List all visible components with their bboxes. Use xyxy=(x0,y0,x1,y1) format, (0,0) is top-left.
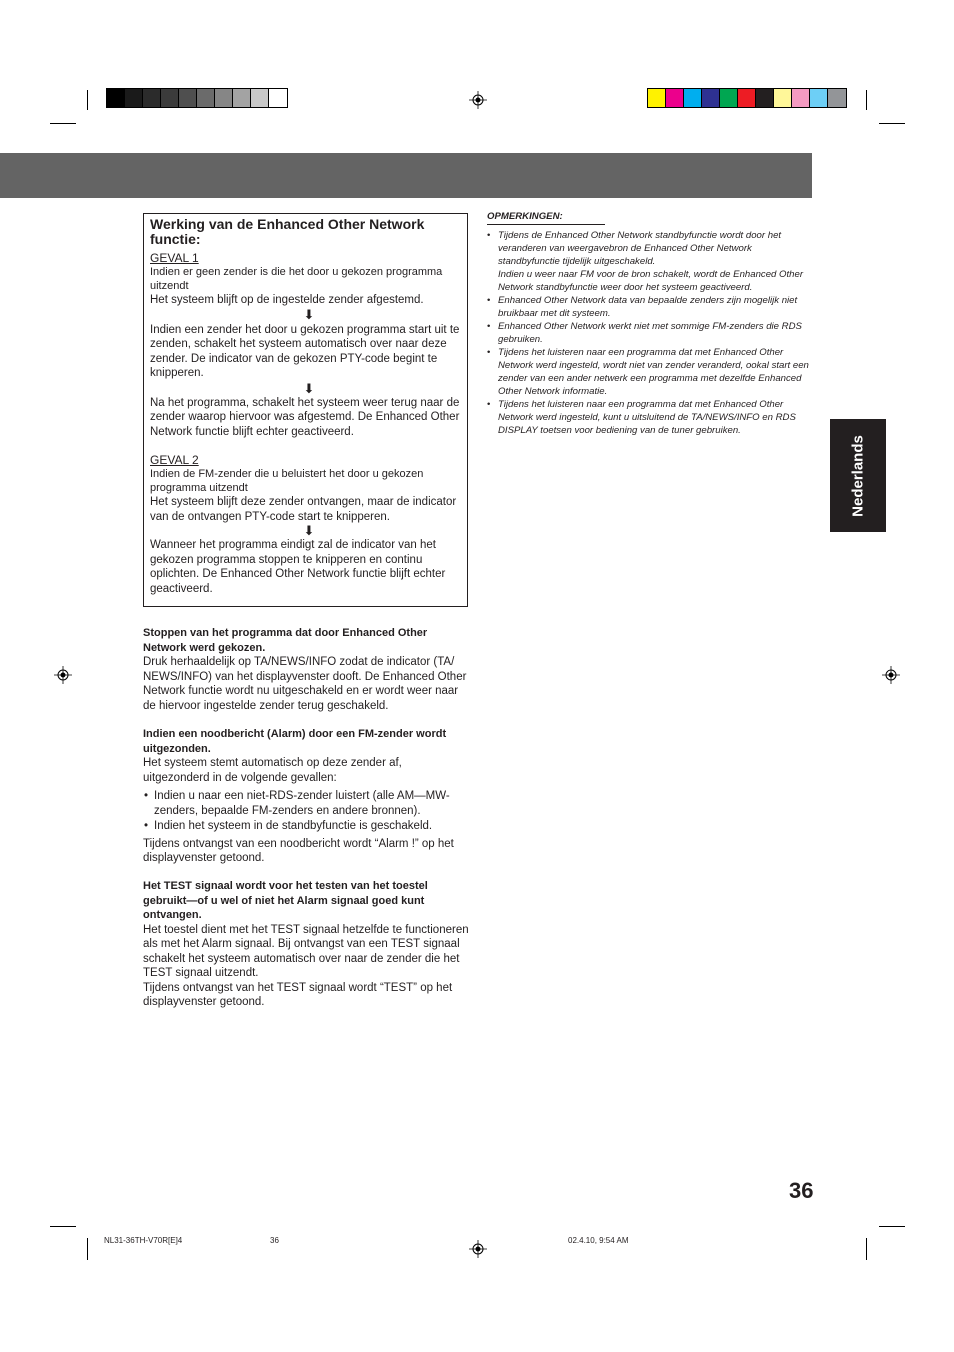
crop-mark xyxy=(50,123,76,124)
crop-mark xyxy=(879,123,905,124)
down-arrow-icon: ⬇ xyxy=(303,380,315,396)
color-swatch xyxy=(107,89,125,107)
color-swatch xyxy=(179,89,197,107)
color-swatch xyxy=(684,89,702,107)
crop-mark xyxy=(87,90,88,110)
eon-function-box xyxy=(143,213,468,607)
color-swatch xyxy=(792,89,810,107)
test-body: Tijdens ontvangst van het TEST signaal wordt “TEST” op het displayvenster getoond. xyxy=(143,981,453,1008)
case-1-step: Na het programma, schakelt het systeem weer terug naar de zender waarop hiervoor was afgestemd. De Enhanced Other Network functie blijft echter geactiveerd. xyxy=(150,396,460,438)
crop-mark xyxy=(879,1226,905,1227)
color-swatch xyxy=(720,89,738,107)
footer-page: 36 xyxy=(270,1236,279,1245)
color-swatch xyxy=(702,89,720,107)
case-1-step: Het systeem blijft op de ingestelde zender afgestemd. xyxy=(150,294,424,306)
color-swatch xyxy=(251,89,269,107)
color-swatch xyxy=(269,89,287,107)
footer-filename: NL31-36TH-V70R[E]4 xyxy=(104,1236,183,1245)
notes-section xyxy=(487,210,813,437)
alarm-heading: Indien een noodbericht (Alarm) door een FM-zender wordt uitgezonden. xyxy=(143,728,447,755)
color-swatch xyxy=(828,89,846,107)
note-text: Tijdens de Enhanced Other Network standbyfunctie wordt door het veranderen van weergavebron de Enhanced Other Network standbyfunctie tijdelijk uitgeschakeld. xyxy=(498,230,782,267)
color-swatch xyxy=(756,89,774,107)
alarm-section xyxy=(143,727,469,866)
page-number: 36 xyxy=(789,1178,814,1203)
color-swatch xyxy=(810,89,828,107)
test-heading: Het TEST signaal wordt voor het testen van het toestel gebruikt—of u wel of niet het Alarm signaal goed kunt ontvangen. xyxy=(143,880,428,921)
color-calibration-bar xyxy=(647,88,847,108)
note-item: • Tijdens het luisteren naar een programma dat met Enhanced Other Network werd ingesteld, wordt niet van zender veranderd, ookal start een zender van een ander netwerk een programma met dezelfde Enhanced Other Network informatie. xyxy=(487,346,813,398)
case-1-step: Indien een zender het door u gekozen programma start uit te zenden, schakelt het systeem automatisch over naar deze zender. De indicator van de gekozen PTY-code begint te knipperen. xyxy=(150,323,460,379)
section-header-bar xyxy=(0,153,812,198)
color-swatch xyxy=(161,89,179,107)
alarm-bullet: • Indien u naar een niet-RDS-zender luistert (alle AM—MW-zenders, bepaalde FM-zenders en andere bronnen). xyxy=(143,789,469,818)
registration-mark-icon xyxy=(54,666,72,684)
color-swatch xyxy=(738,89,756,107)
stop-heading: Stoppen van het programma dat door Enhanced Other Network werd gekozen. xyxy=(143,627,428,654)
language-side-tab xyxy=(830,419,886,532)
stop-body: Druk herhaaldelijk op TA/NEWS/INFO zodat de indicator (TA/ NEWS/INFO) van het displayvenster dooft. De Enhanced Other Network functie wordt nu uitgeschakeld en er wordt weer naar de hiervoor ingestelde zender terug geschakeld. xyxy=(143,656,467,712)
registration-mark-icon xyxy=(882,666,900,684)
down-arrow-icon: ⬇ xyxy=(303,306,315,322)
note-item: • Tijdens het luisteren naar een programma dat met Enhanced Other Network werd ingesteld, kunt u uitsluitend de TA/NEWS/INFO en RDS DISPLAY toetsen voor bediening van de tuner gebruiken. xyxy=(487,398,813,437)
case-2-label: GEVAL 2 xyxy=(150,453,199,467)
stop-section xyxy=(143,626,469,713)
case-2-step: Wanneer het programma eindigt zal de indicator van het gekozen programma stoppen te knipperen en continu oplichten. De Enhanced Other Network functie blijft echter geactiveerd. xyxy=(150,539,446,595)
test-section xyxy=(143,879,469,1010)
down-arrow-icon: ⬇ xyxy=(303,523,315,538)
color-swatch xyxy=(143,89,161,107)
case-1-condition: Indien er geen zender is die het door u gekozen programma uitzendt xyxy=(150,266,443,292)
crop-mark xyxy=(87,1238,88,1260)
color-swatch xyxy=(125,89,143,107)
color-swatch xyxy=(648,89,666,107)
crop-mark xyxy=(866,90,867,110)
alarm-bullet: • Indien het systeem in de standbyfunctie is geschakeld. xyxy=(143,819,469,834)
registration-mark-icon xyxy=(469,91,487,109)
test-body: Het toestel dient met het TEST signaal hetzelfde te functioneren als met het Alarm signaal. Bij ontvangst van een TEST signaal schakelt het systeem automatisch over naar de zender die het TEST signaal uitzendt. xyxy=(143,923,469,979)
color-swatch xyxy=(233,89,251,107)
language-tab-label: Nederlands xyxy=(849,434,867,517)
notes-title: OPMERKINGEN: xyxy=(487,210,605,225)
color-swatch xyxy=(774,89,792,107)
case-2-step: Het systeem blijft deze zender ontvangen, maar de indicator van de ontvangen PTY-code start te knipperen. xyxy=(150,496,457,523)
color-swatch xyxy=(215,89,233,107)
note-item xyxy=(487,229,813,294)
registration-mark-icon xyxy=(469,1240,487,1258)
crop-mark xyxy=(50,1226,76,1227)
note-text-extra: Indien u weer naar FM voor de bron schakelt, wordt de Enhanced Other Network standbyfunctie weer door het systeem geactiveerd. xyxy=(498,269,804,293)
footer-date: 02.4.10, 9:54 AM xyxy=(568,1236,629,1245)
color-swatch xyxy=(197,89,215,107)
box-title: Werking van de Enhanced Other Network functie: xyxy=(150,216,425,247)
alarm-intro: Het systeem stemt automatisch op deze zender af, uitgezonderd in de volgende gevallen: xyxy=(143,757,402,784)
note-item: • Enhanced Other Network data van bepaalde zenders zijn mogelijk niet bruikbaar met dit systeem. xyxy=(487,294,813,320)
alarm-outro: Tijdens ontvangst van een noodbericht wordt “Alarm !” op het displayvenster getoond. xyxy=(143,837,454,864)
crop-mark xyxy=(866,1238,867,1260)
case-2-condition: Indien de FM-zender die u beluistert het door u gekozen programma uitzendt xyxy=(150,468,424,494)
case-1-label: GEVAL 1 xyxy=(150,251,199,265)
note-item: • Enhanced Other Network werkt niet met sommige FM-zenders die RDS gebruiken. xyxy=(487,320,813,346)
grayscale-calibration-bar xyxy=(106,88,288,108)
color-swatch xyxy=(666,89,684,107)
